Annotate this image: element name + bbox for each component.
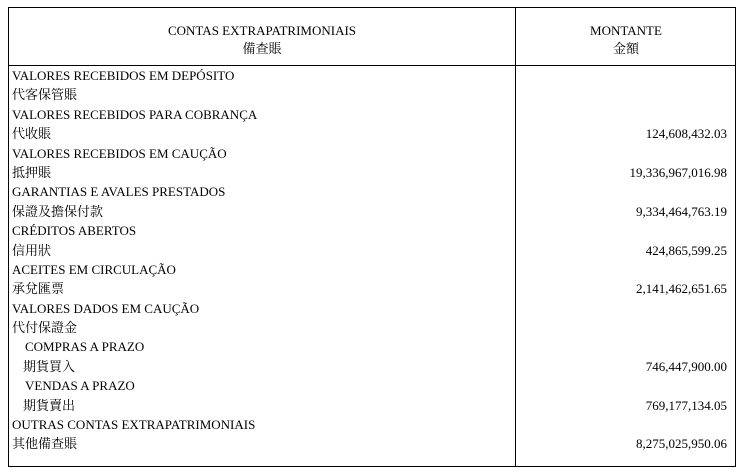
table-row xyxy=(9,105,735,124)
table-row xyxy=(9,357,735,376)
table-row xyxy=(9,66,735,85)
row-label: 其他備查賬 xyxy=(12,436,78,452)
row-label: VALORES RECEBIDOS PARA COBRANÇA xyxy=(12,106,258,122)
table-row xyxy=(9,396,735,415)
table-row xyxy=(9,163,735,182)
table-row xyxy=(9,337,735,356)
table-row xyxy=(9,241,735,260)
header-accounts-title: CONTAS EXTRAPATRIMONIAIS xyxy=(167,23,357,38)
row-label: VENDAS A PRAZO xyxy=(25,378,135,394)
row-amount: 8,275,025,950.06 xyxy=(636,436,727,452)
row-label: GARANTIAS E AVALES PRESTADOS xyxy=(12,184,226,200)
table-row xyxy=(9,182,735,201)
table-row xyxy=(9,260,735,279)
table-body xyxy=(9,66,735,454)
row-label: 期貨買入 xyxy=(23,358,76,374)
header-accounts xyxy=(9,22,515,58)
table-row xyxy=(9,221,735,240)
table-row xyxy=(9,124,735,143)
row-amount: 19,336,967,016.98 xyxy=(629,164,727,180)
row-label: 信用狀 xyxy=(12,242,52,258)
table-row xyxy=(9,434,735,453)
row-label: VALORES RECEBIDOS EM DEPÓSITO xyxy=(12,68,235,83)
header-amount xyxy=(516,22,736,58)
table-row xyxy=(9,202,735,221)
row-label: 抵押賬 xyxy=(12,164,52,180)
table-row xyxy=(9,299,735,318)
header-amount-subtitle: 金額 xyxy=(612,41,639,56)
off-balance-sheet-table xyxy=(8,7,736,467)
table-header xyxy=(9,8,735,66)
row-label: OUTRAS CONTAS EXTRAPATRIMONIAIS xyxy=(12,417,256,433)
row-label: 承兌匯票 xyxy=(12,281,65,297)
row-label: 期貨賣出 xyxy=(23,397,76,413)
row-label: VALORES DADOS EM CAUÇÃO xyxy=(12,300,200,316)
row-amount: 746,447,900.00 xyxy=(645,358,727,374)
row-amount: 9,334,464,763.19 xyxy=(636,203,727,219)
row-label: ACEITES EM CIRCULAÇÃO xyxy=(12,261,176,277)
table-row xyxy=(9,279,735,298)
row-label: CRÉDITOS ABERTOS xyxy=(12,223,137,239)
table-row xyxy=(9,85,735,104)
row-amount: 424,865,599.25 xyxy=(645,242,727,258)
row-amount: 769,177,134.05 xyxy=(645,397,727,413)
table-row xyxy=(9,144,735,163)
table-row xyxy=(9,376,735,395)
table-row xyxy=(9,415,735,434)
row-amount: 2,141,462,651.65 xyxy=(636,281,727,297)
row-label: 代客保管賬 xyxy=(12,87,78,103)
header-amount-title: MONTANTE xyxy=(590,23,662,38)
table-row xyxy=(9,318,735,337)
row-label: 代收賬 xyxy=(12,126,52,142)
row-amount: 124,608,432.03 xyxy=(645,126,727,142)
row-label: 保證及擔保付款 xyxy=(12,203,104,219)
row-label: 代付保證金 xyxy=(12,320,78,336)
header-accounts-subtitle: 備查賬 xyxy=(242,41,282,56)
row-label: COMPRAS A PRAZO xyxy=(25,339,145,355)
row-label: VALORES RECEBIDOS EM CAUÇÃO xyxy=(12,145,227,161)
